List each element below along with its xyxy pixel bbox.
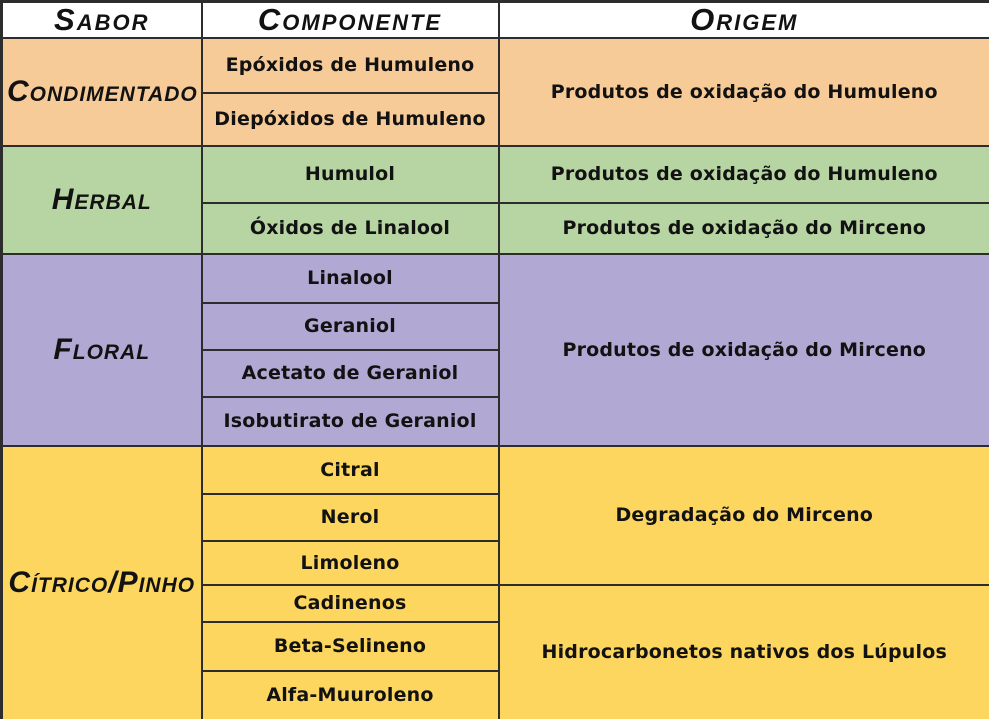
origin-cell: Produtos de oxidação do Mirceno xyxy=(499,254,989,446)
flavor-cell-condimentado: Condimentado xyxy=(2,38,202,146)
column-header-origem: Origem xyxy=(499,2,989,38)
component-cell: Nerol xyxy=(202,494,499,541)
origin-cell: Produtos de oxidação do Humuleno xyxy=(499,146,989,203)
origin-cell: Degradação do Mirceno xyxy=(499,446,989,585)
component-cell: Epóxidos de Humuleno xyxy=(202,38,499,93)
component-cell: Diepóxidos de Humuleno xyxy=(202,93,499,146)
component-cell: Alfa-Muuroleno xyxy=(202,671,499,719)
component-cell: Citral xyxy=(202,446,499,494)
component-cell: Isobutirato de Geraniol xyxy=(202,397,499,446)
component-cell: Humulol xyxy=(202,146,499,203)
origin-cell: Produtos de oxidação do Mirceno xyxy=(499,203,989,254)
flavor-cell-floral: Floral xyxy=(2,254,202,446)
column-header-componente: Componente xyxy=(202,2,499,38)
component-cell: Limoleno xyxy=(202,541,499,585)
component-cell: Cadinenos xyxy=(202,585,499,622)
column-header-sabor: Sabor xyxy=(2,2,202,38)
component-cell: Acetato de Geraniol xyxy=(202,350,499,397)
component-cell: Linalool xyxy=(202,254,499,303)
component-cell: Geraniol xyxy=(202,303,499,350)
component-cell: Beta-Selineno xyxy=(202,622,499,671)
origin-cell: Produtos de oxidação do Humuleno xyxy=(499,38,989,146)
flavor-cell-herbal: Herbal xyxy=(2,146,202,254)
origin-cell: Hidrocarbonetos nativos dos Lúpulos xyxy=(499,585,989,719)
flavor-cell-citrico-pinho: Cítrico/Pinho xyxy=(2,446,202,719)
component-cell: Óxidos de Linalool xyxy=(202,203,499,254)
